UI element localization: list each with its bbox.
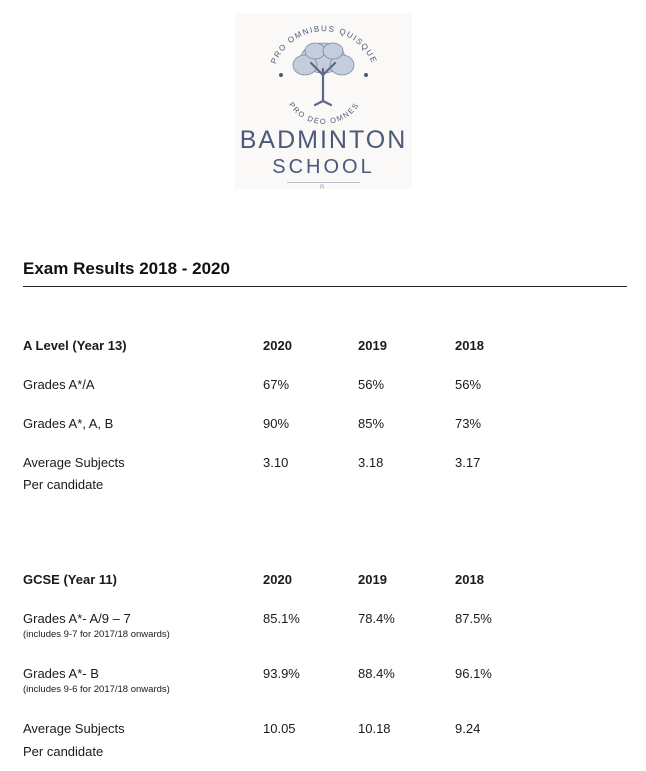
gcse-cell: 88.4% <box>358 666 395 681</box>
a-level-cell: 3.17 <box>455 455 481 470</box>
svg-text:PRO DEO OMNES <box>287 100 361 125</box>
logo-divider <box>287 182 360 183</box>
a-level-heading: A Level (Year 13) <box>23 338 127 353</box>
a-level-year-2020: 2020 <box>263 338 292 353</box>
gcse-row-label: Grades A*- B <box>23 666 99 681</box>
gcse-cell: 87.5% <box>455 611 492 626</box>
a-level-year-2018: 2018 <box>455 338 484 353</box>
motto-outer: PRO OMNIBUS QUISQUE <box>269 24 379 66</box>
logo-registered-mark: R <box>320 185 325 191</box>
gcse-row-note: (includes 9-7 for 2017/18 onwards) <box>23 629 170 640</box>
gcse-row-note: (includes 9-6 for 2017/18 onwards) <box>23 684 170 695</box>
motto-inner: PRO DEO OMNES <box>286 100 362 126</box>
gcse-row-label-line2: Per candidate <box>23 744 104 759</box>
a-level-row-label: Grades A*/A <box>23 377 95 392</box>
a-level-cell: 3.18 <box>358 455 384 470</box>
a-level-cell: 3.10 <box>263 455 289 470</box>
gcse-row-label: Average Subjects <box>23 721 125 736</box>
title-divider <box>23 286 627 287</box>
gcse-cell: 10.05 <box>263 721 296 736</box>
logo-name-school: SCHOOL <box>272 156 375 178</box>
gcse-cell: 96.1% <box>455 666 492 681</box>
logo-name-badminton: BADMINTON <box>239 126 408 154</box>
gcse-cell: 78.4% <box>358 611 395 626</box>
gcse-cell: 10.18 <box>358 721 391 736</box>
a-level-row-label-line2: Per candidate <box>23 477 104 492</box>
a-level-cell: 56% <box>455 377 482 392</box>
gcse-year-2019: 2019 <box>358 572 387 587</box>
a-level-year-2019: 2019 <box>358 338 387 353</box>
a-level-row-label: Grades A*, A, B <box>23 416 114 431</box>
gcse-cell: 85.1% <box>263 611 300 626</box>
gcse-cell: 93.9% <box>263 666 300 681</box>
a-level-row-label: Average Subjects <box>23 455 125 470</box>
a-level-cell: 90% <box>263 416 290 431</box>
page-title: Exam Results 2018 - 2020 <box>23 259 230 278</box>
gcse-year-2020: 2020 <box>263 572 292 587</box>
a-level-cell: 67% <box>263 377 290 392</box>
gcse-heading: GCSE (Year 11) <box>23 572 117 587</box>
gcse-row-label: Grades A*- A/9 – 7 <box>23 611 131 626</box>
a-level-cell: 73% <box>455 416 482 431</box>
school-logo <box>235 13 412 189</box>
a-level-cell: 85% <box>358 416 385 431</box>
gcse-year-2018: 2018 <box>455 572 484 587</box>
a-level-cell: 56% <box>358 377 385 392</box>
gcse-cell: 9.24 <box>455 721 481 736</box>
